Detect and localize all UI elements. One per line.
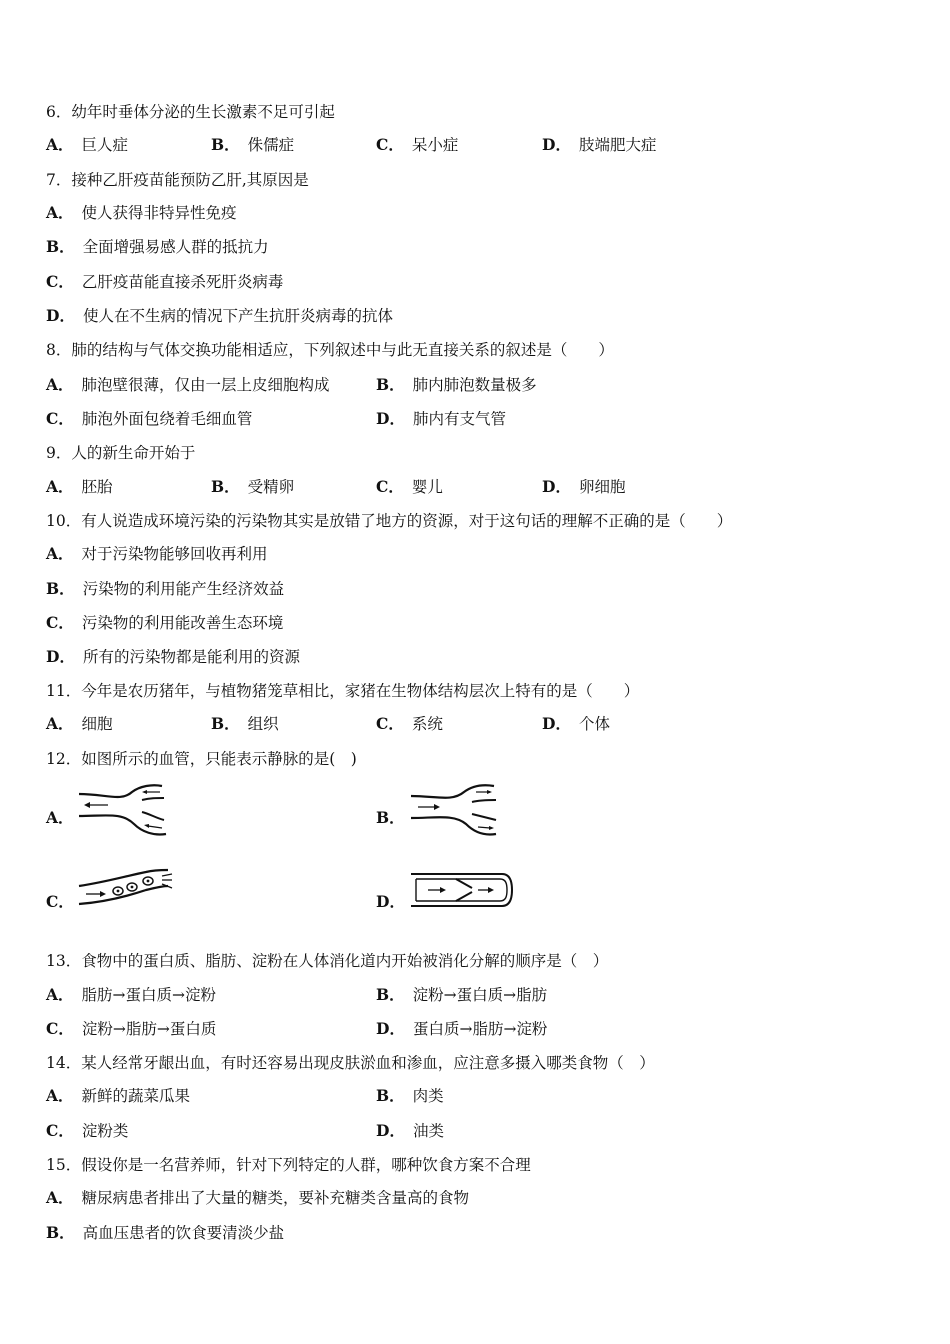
question-6-stem: 6．幼年时垂体分泌的生长激素不足可引起 [46,103,335,121]
q11-option-b: B． 组织 [211,714,279,733]
q14-option-b: B． 肉类 [376,1086,444,1105]
vessel-figure-b [408,784,500,838]
q11-option-d: D． 个体 [542,714,610,733]
q15-option-b: B． 高血压患者的饮食要清淡少盐 [46,1223,285,1242]
vessel-figure-a [76,784,172,838]
q12-option-c-label: C． [46,892,74,911]
question-8-stem: 8．肺的结构与气体交换功能相适应，下列叙述中与此无直接关系的叙述是（ ） [46,341,614,359]
q13-option-b: B． 淀粉→蛋白质→脂肪 [376,985,548,1004]
q12-option-b-label: B． [376,808,405,827]
question-13-stem: 13．食物中的蛋白质、脂肪、淀粉在人体消化道内开始被消化分解的顺序是（ ） [46,952,609,970]
q11-option-c: C． 系统 [376,714,443,733]
q6-option-a: A． 巨人症 [46,135,129,154]
q10-option-a: A． 对于污染物能够回收再利用 [46,544,268,563]
q6-option-b: B． 侏儒症 [211,135,295,154]
question-12-stem: 12．如图所示的血管，只能表示静脉的是( ) [46,750,357,768]
q12-option-a-label: A． [46,808,74,827]
q9-option-b: B． 受精卵 [211,477,295,496]
q7-option-c: C． 乙肝疫苗能直接杀死肝炎病毒 [46,272,284,291]
q7-option-b: B． 全面增强易感人群的抵抗力 [46,237,269,256]
q14-option-a: A． 新鲜的蔬菜瓜果 [46,1086,191,1105]
q11-option-a: A． 细胞 [46,714,113,733]
q8-option-b: B． 肺内肺泡数量极多 [376,375,537,394]
question-15-stem: 15．假设你是一名营养师，针对下列特定的人群，哪种饮食方案不合理 [46,1156,531,1174]
q13-option-a: A． 脂肪→蛋白质→淀粉 [46,985,217,1004]
q14-option-d: D． 油类 [376,1121,444,1140]
q10-option-c: C． 污染物的利用能改善生态环境 [46,613,284,632]
q7-option-d: D． 使人在不生病的情况下产生抗肝炎病毒的抗体 [46,306,393,325]
q6-option-c: C． 呆小症 [376,135,459,154]
q7-option-a: A． 使人获得非特异性免疫 [46,203,237,222]
vessel-figure-c [76,866,176,908]
q14-option-c: C． 淀粉类 [46,1121,129,1140]
q8-option-c: C． 肺泡外面包绕着毛细血管 [46,409,253,428]
q10-option-d: D． 所有的污染物都是能利用的资源 [46,647,300,666]
vessel-figure-d [408,870,514,910]
q13-option-c: C． 淀粉→脂肪→蛋白质 [46,1019,217,1038]
q6-option-d: D． 肢端肥大症 [542,135,657,154]
question-10-stem: 10．有人说造成环境污染的污染物其实是放错了地方的资源，对于这句话的理解不正确的是（ ） [46,512,733,530]
q12-option-d-label: D． [376,892,405,911]
q9-option-d: D． 卵细胞 [542,477,626,496]
question-9-stem: 9．人的新生命开始于 [46,444,196,462]
question-7-stem: 7．接种乙肝疫苗能预防乙肝,其原因是 [46,171,309,189]
question-14-stem: 14．某人经常牙龈出血，有时还容易出现皮肤淤血和渗血，应注意多摄入哪类食物（ ） [46,1054,655,1072]
q9-option-c: C． 婴儿 [376,477,443,496]
q8-option-a: A． 肺泡壁很薄，仅由一层上皮细胞构成 [46,375,330,394]
q15-option-a: A． 糖尿病患者排出了大量的糖类，要补充糖类含量高的食物 [46,1188,470,1207]
question-11-stem: 11．今年是农历猪年，与植物猪笼草相比，家猪在生物体结构层次上特有的是（ ） [46,682,640,700]
q9-option-a: A． 胚胎 [46,477,113,496]
q8-option-d: D． 肺内有支气管 [376,409,506,428]
q10-option-b: B． 污染物的利用能产生经济效益 [46,579,285,598]
q13-option-d: D． 蛋白质→脂肪→淀粉 [376,1019,548,1038]
